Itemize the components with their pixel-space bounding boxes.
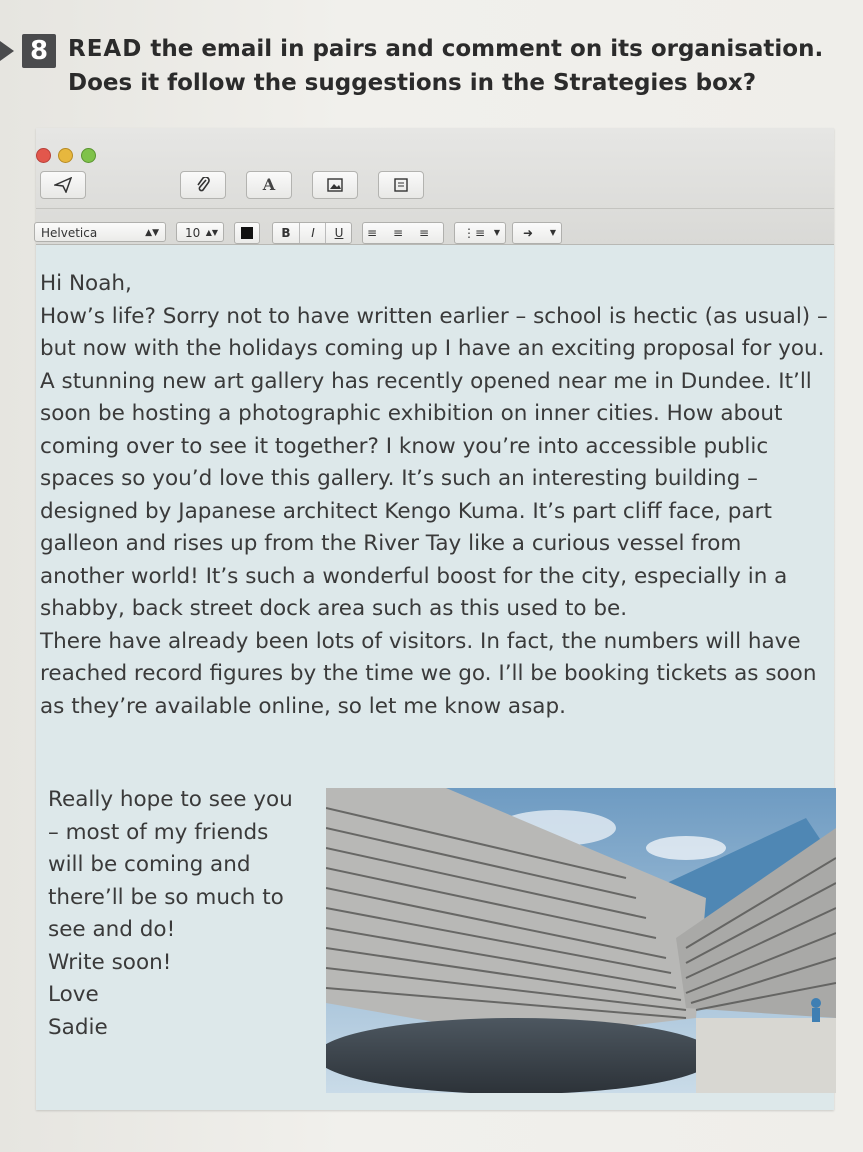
task-text xyxy=(68,32,838,100)
zoom-window-button[interactable] xyxy=(81,148,96,163)
email-window xyxy=(36,128,834,1110)
font-family-select[interactable] xyxy=(34,222,166,242)
template-icon xyxy=(394,178,408,192)
italic-button[interactable]: I xyxy=(299,223,326,243)
size-arrows-icon: ▲▼ xyxy=(205,228,218,237)
toolbar-divider xyxy=(36,208,834,209)
email-body[interactable] xyxy=(40,268,830,723)
send-button[interactable] xyxy=(40,171,86,199)
closing-line: Write soon! xyxy=(48,949,172,975)
chevron-down-icon: ▼ xyxy=(493,228,500,237)
closing-line: Sadie xyxy=(48,1014,108,1040)
closing-line: Really hope to see you xyxy=(48,787,293,812)
closing-line: will be coming and xyxy=(48,852,251,877)
close-window-button[interactable] xyxy=(36,148,51,163)
text-color-button[interactable] xyxy=(234,222,260,244)
underline-button[interactable]: U xyxy=(325,223,352,243)
attach-button[interactable] xyxy=(180,171,226,199)
minimize-window-button[interactable] xyxy=(58,148,73,163)
indent-button[interactable] xyxy=(512,222,562,244)
task-arrow-icon xyxy=(0,41,14,61)
list-button[interactable] xyxy=(454,222,506,244)
indent-arrow-icon: ➜ xyxy=(523,226,534,240)
text-style-group xyxy=(272,222,352,244)
font-family-value: Helvetica xyxy=(41,226,98,240)
photo-button[interactable] xyxy=(312,171,358,199)
align-center-icon[interactable]: ≡ xyxy=(393,226,404,240)
select-arrows-icon: ▲▼ xyxy=(145,228,159,238)
paperclip-icon xyxy=(195,177,211,193)
task-body: the email in pairs and comment on its organisation. Does it follow the suggestions in the Strategies box? xyxy=(68,36,824,96)
gallery-building-image xyxy=(326,788,836,1093)
email-paragraph: A stunning new art gallery has recently opened near me in Dundee. It’ll soon be hosting a photographic exhibition on inner cities. How about coming over to see it together? I know you’re into accessible public spaces so you’d love this gallery. It’s such an interesting building – designed by Japanese architect Kengo Kuma. It’s part cliff face, part galleon and rises up from the River Tay like a curious vessel from another world! It’s such a wonderful boost for the city, especially in a shabby, back street dock area such as this used to be. xyxy=(40,368,812,621)
align-left-icon[interactable]: ≡ xyxy=(367,226,378,240)
template-button[interactable] xyxy=(378,171,424,199)
photo-icon xyxy=(327,178,343,192)
task-number: 8 xyxy=(22,34,56,68)
closing-line: see and do! xyxy=(48,917,176,942)
font-button[interactable]: A xyxy=(246,171,292,199)
email-toolbar xyxy=(36,128,834,245)
email-paragraph: Hi Noah, xyxy=(40,271,132,296)
font-size-value: 10 xyxy=(185,226,201,240)
bold-button[interactable]: B xyxy=(281,226,291,240)
closing-line: Love xyxy=(48,982,99,1007)
send-icon xyxy=(54,177,72,193)
chevron-down-icon: ▼ xyxy=(549,228,556,237)
alignment-group xyxy=(362,222,444,244)
font-size-select[interactable] xyxy=(176,222,224,242)
email-closing xyxy=(48,784,318,1044)
color-swatch-icon xyxy=(241,227,253,239)
email-paragraph: There have already been lots of visitors. In fact, the numbers will have reached record figures by the time we go. I’ll be booking tickets as soon as they’re available online, so let me know asap. xyxy=(40,628,817,719)
align-right-icon[interactable]: ≡ xyxy=(419,226,430,240)
closing-line: – most of my friends xyxy=(48,819,269,845)
list-icon: ⋮≡ xyxy=(463,226,486,240)
email-paragraph: How’s life? Sorry not to have written earlier – school is hectic (as usual) – but now with the holidays coming up I have an exciting proposal for you. xyxy=(40,303,828,361)
gallery-photo xyxy=(326,788,836,1093)
closing-line: there’ll be so much to xyxy=(48,884,284,910)
task-read-word: READ xyxy=(68,36,143,62)
